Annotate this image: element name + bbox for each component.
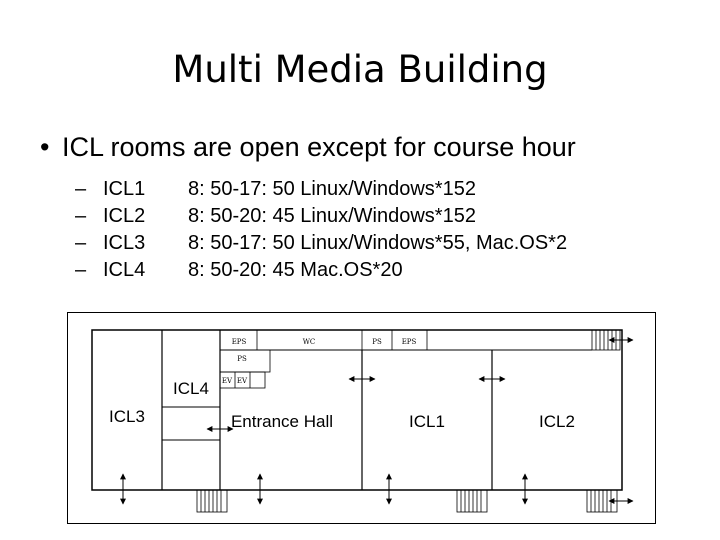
room-name: ICL3: [103, 232, 146, 254]
room-info: 8: 50-17: 50 Linux/Windows*55, Mac.OS*2: [188, 232, 568, 254]
room-label-entrance-hall: Entrance Hall: [230, 412, 334, 431]
room-info: 8: 50-20: 45 Linux/Windows*152: [188, 205, 476, 227]
room-list: [75, 176, 567, 284]
main-bullet: [40, 132, 576, 163]
floor-plan: [67, 312, 656, 524]
bullet-dot: •: [40, 132, 50, 162]
room-label-icl1: ICL1: [409, 412, 445, 431]
room-name: ICL4: [103, 259, 146, 281]
room-row: – ICL4 8: 50-20: 45 Mac.OS*20: [75, 257, 567, 284]
room-label-icl2: ICL2: [539, 412, 575, 431]
ev-label: EV: [221, 377, 233, 385]
room-row: – ICL1 8: 50-17: 50 Linux/Windows*152: [75, 176, 567, 203]
room-info: 8: 50-17: 50 Linux/Windows*152: [188, 178, 476, 200]
slide-title: Multi Media Building: [172, 48, 548, 91]
wc-label: WC: [302, 338, 316, 346]
room-label-icl4: ICL4: [173, 379, 209, 398]
room-row: – ICL3 8: 50-17: 50 Linux/Windows*55, Mac.OS*2: [75, 230, 567, 257]
bullet-text: ICL rooms are open except for course hour: [62, 132, 576, 162]
ps-label: PS: [237, 355, 247, 363]
room-name: ICL2: [103, 205, 146, 227]
room-name: ICL1: [103, 178, 146, 200]
room-label-icl3: ICL3: [109, 407, 145, 426]
room-info: 8: 50-20: 45 Mac.OS*20: [188, 259, 403, 281]
eps-label: EPS: [231, 338, 247, 346]
ev-label: EV: [236, 377, 248, 385]
room-row: – ICL2 8: 50-20: 45 Linux/Windows*152: [75, 203, 567, 230]
eps-label: EPS: [401, 338, 417, 346]
ps-label: PS: [372, 338, 382, 346]
